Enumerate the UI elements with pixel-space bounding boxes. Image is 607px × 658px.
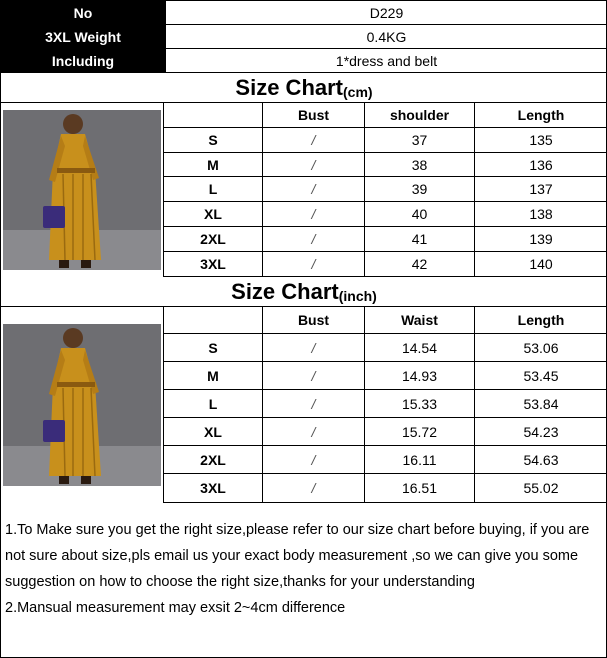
length-cell: 135 bbox=[529, 132, 553, 148]
bust-cell: / bbox=[263, 202, 365, 226]
product-info-table bbox=[1, 1, 607, 73]
table-row bbox=[164, 418, 607, 446]
inch-chart-title bbox=[1, 277, 607, 307]
note-1: 1.To Make sure you get the right size,please refer to our size chart before buying, if you are not sure about size,pls email us your exact body measurement ,so we can give you some suggestion on how to choose the right size,thanks for your understanding bbox=[5, 522, 590, 590]
info-key: 3XL Weight bbox=[1, 25, 166, 48]
bust-cell: / bbox=[263, 227, 365, 251]
header-cell: Bust bbox=[263, 307, 365, 333]
info-value: 1*dress and belt bbox=[335, 52, 438, 69]
bust-cell: / bbox=[263, 128, 365, 152]
bust-cell: / bbox=[263, 474, 365, 502]
size-cell: L bbox=[164, 390, 263, 417]
length-cell: 53.45 bbox=[523, 367, 559, 384]
size-cell: S bbox=[164, 334, 263, 361]
shoulder-cell: 40 bbox=[365, 202, 475, 226]
cm-chart-title bbox=[1, 73, 607, 103]
waist-cell: 15.72 bbox=[365, 418, 475, 445]
length-cell: 55.02 bbox=[523, 480, 559, 496]
bust-cell: / bbox=[263, 446, 365, 473]
info-value: 0.4KG bbox=[366, 28, 407, 45]
bust-cell: / bbox=[263, 252, 365, 276]
table-row bbox=[164, 177, 607, 202]
size-cell: 2XL bbox=[164, 227, 263, 251]
bust-cell: / bbox=[263, 153, 365, 176]
bust-cell: / bbox=[263, 362, 365, 389]
info-value: D229 bbox=[369, 4, 404, 21]
table-row bbox=[164, 202, 607, 227]
sizing-notes bbox=[1, 503, 607, 658]
size-cell: 3XL bbox=[164, 252, 263, 276]
length-cell: 136 bbox=[529, 156, 553, 173]
info-row-weight bbox=[1, 25, 607, 49]
note-2: 2.Mansual measurement may exsit 2~4cm difference bbox=[5, 600, 346, 616]
info-row-no bbox=[1, 1, 607, 25]
header-cell bbox=[164, 307, 263, 333]
waist-cell: 14.54 bbox=[365, 334, 475, 361]
size-cell: XL bbox=[164, 418, 263, 445]
info-key: No bbox=[1, 1, 166, 24]
table-row bbox=[164, 362, 607, 390]
inch-chart-unit: (inch) bbox=[338, 287, 377, 304]
size-cell: L bbox=[164, 177, 263, 201]
size-cell: XL bbox=[164, 202, 263, 226]
size-cell: S bbox=[164, 128, 263, 152]
cm-chart-block bbox=[1, 103, 607, 277]
table-row bbox=[164, 446, 607, 474]
header-cell bbox=[164, 103, 263, 127]
header-cell: shoulder bbox=[365, 103, 475, 127]
header-cell: Waist bbox=[365, 307, 475, 333]
product-photo-cm bbox=[1, 103, 164, 277]
cm-size-table bbox=[164, 103, 607, 277]
length-cell: 53.84 bbox=[523, 395, 559, 412]
dress-model-photo bbox=[3, 110, 161, 270]
size-cell: 2XL bbox=[164, 446, 263, 473]
inch-chart-block bbox=[1, 307, 607, 503]
table-header-row bbox=[164, 307, 607, 334]
info-key: Including bbox=[1, 49, 166, 72]
header-cell: Bust bbox=[263, 103, 365, 127]
cm-chart-unit: (cm) bbox=[343, 83, 373, 100]
bust-cell: / bbox=[263, 334, 365, 361]
cm-chart-heading: Size Chart bbox=[235, 74, 344, 100]
length-cell: 54.63 bbox=[523, 451, 559, 468]
waist-cell: 15.33 bbox=[365, 390, 475, 417]
length-cell: 137 bbox=[529, 181, 553, 197]
bust-cell: / bbox=[263, 390, 365, 417]
table-row bbox=[164, 390, 607, 418]
table-row bbox=[164, 474, 607, 503]
size-cell: 3XL bbox=[164, 474, 263, 502]
inch-size-table bbox=[164, 307, 607, 503]
length-cell: 139 bbox=[529, 231, 553, 247]
shoulder-cell: 42 bbox=[365, 252, 475, 276]
header-cell: Length bbox=[517, 312, 565, 328]
inch-chart-heading: Size Chart bbox=[231, 278, 339, 304]
size-cell: M bbox=[164, 153, 263, 176]
bust-cell: / bbox=[263, 418, 365, 445]
waist-cell: 16.11 bbox=[365, 446, 475, 473]
length-cell: 53.06 bbox=[523, 339, 559, 356]
shoulder-cell: 38 bbox=[365, 153, 475, 176]
bust-cell: / bbox=[263, 177, 365, 201]
table-row bbox=[164, 153, 607, 177]
info-row-including bbox=[1, 49, 607, 73]
table-row bbox=[164, 334, 607, 362]
length-cell: 140 bbox=[529, 256, 553, 272]
waist-cell: 14.93 bbox=[365, 362, 475, 389]
length-cell: 138 bbox=[529, 206, 553, 222]
length-cell: 54.23 bbox=[523, 423, 559, 440]
dress-model-photo bbox=[3, 324, 161, 486]
shoulder-cell: 37 bbox=[365, 128, 475, 152]
header-cell: Length bbox=[517, 107, 565, 123]
shoulder-cell: 41 bbox=[365, 227, 475, 251]
table-row bbox=[164, 252, 607, 277]
product-photo-inch bbox=[1, 307, 164, 503]
table-row bbox=[164, 227, 607, 252]
table-row bbox=[164, 128, 607, 153]
waist-cell: 16.51 bbox=[365, 474, 475, 502]
size-cell: M bbox=[164, 362, 263, 389]
table-header-row bbox=[164, 103, 607, 128]
shoulder-cell: 39 bbox=[365, 177, 475, 201]
